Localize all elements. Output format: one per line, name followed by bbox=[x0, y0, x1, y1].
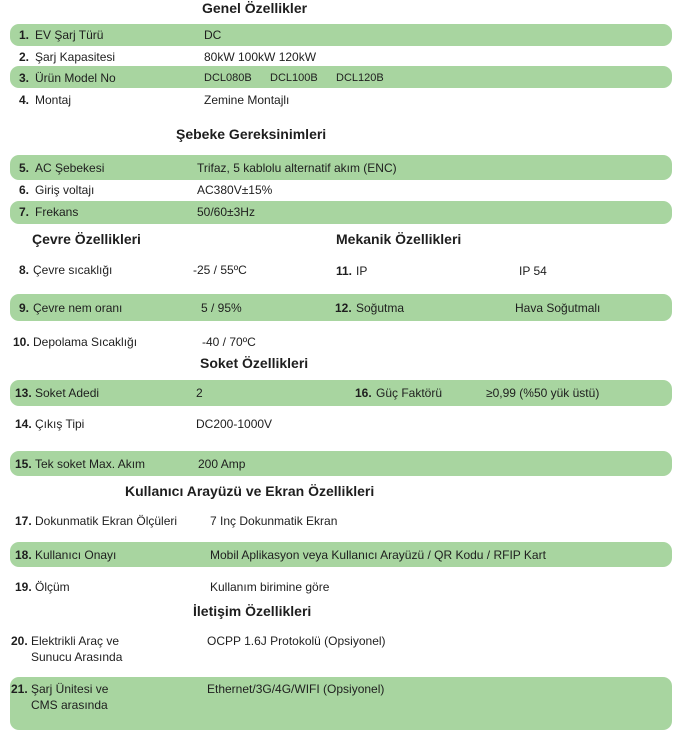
row-13-value: 2 bbox=[196, 386, 203, 400]
row-17-value: 7 Inç Dokunmatik Ekran bbox=[210, 514, 338, 528]
row-17-label: Dokunmatik Ekran Ölçüleri bbox=[35, 514, 178, 528]
row-8-value: -25 / 55ºC bbox=[193, 263, 247, 277]
row-6-value: AC380V±15% bbox=[197, 183, 273, 197]
row-9-label: Çevre nem oranı bbox=[33, 301, 123, 315]
row-6-number: 6. bbox=[19, 183, 30, 197]
row-20-number: 20. bbox=[11, 634, 28, 648]
row-3-number: 3. bbox=[19, 71, 30, 85]
row-14-value: DC200-1000V bbox=[196, 417, 273, 431]
row-13-number: 13. bbox=[15, 386, 32, 400]
row-1-band bbox=[10, 24, 672, 46]
row-18-value: Mobil Aplikasyon veya Kullanıcı Arayüzü / QR Kodu / RFIP Kart bbox=[210, 548, 546, 562]
row-19-value: Kullanım birimine göre bbox=[210, 580, 330, 594]
row-7-label: Frekans bbox=[35, 205, 79, 219]
row-2-label: Şarj Kapasitesi bbox=[35, 50, 116, 64]
row-19-label: Ölçüm bbox=[35, 580, 70, 594]
row-3-label: Ürün Model No bbox=[35, 71, 116, 85]
row-13-label: Soket Adedi bbox=[35, 386, 100, 400]
row-20-label-line-1: Elektrikli Araç ve bbox=[31, 634, 120, 648]
row-21-label-line-2: CMS arasında bbox=[31, 698, 108, 712]
row-21-number: 21. bbox=[11, 682, 28, 696]
row-10-value: -40 / 70ºC bbox=[202, 335, 256, 349]
row-10-label: Depolama Sıcaklığı bbox=[33, 335, 138, 349]
row-9-value: 5 / 95% bbox=[201, 301, 242, 315]
row-19-number: 19. bbox=[15, 580, 32, 594]
row-4-label: Montaj bbox=[35, 93, 72, 107]
row-15-label: Tek soket Max. Akım bbox=[35, 457, 146, 471]
heading-cevre: Çevre Özellikleri bbox=[32, 231, 141, 247]
row-7-value: 50/60±3Hz bbox=[197, 205, 255, 219]
row-17-number: 17. bbox=[15, 514, 32, 528]
row-21-label-line-1: Şarj Ünitesi ve bbox=[31, 682, 109, 696]
row-7-band bbox=[10, 201, 672, 224]
row-16-value: ≥0,99 (%50 yük üstü) bbox=[486, 386, 600, 400]
row-16-number: 16. bbox=[355, 386, 372, 400]
row-5-value: Trifaz, 5 kablolu alternatif akım (ENC) bbox=[197, 161, 397, 175]
heading-sebeke: Şebeke Gereksinimleri bbox=[176, 126, 327, 142]
row-4-value: Zemine Montajlı bbox=[204, 93, 290, 107]
row-9-number: 9. bbox=[19, 301, 30, 315]
row-6-label: Giriş voltajı bbox=[35, 183, 95, 197]
row-11-label: IP bbox=[356, 264, 368, 278]
row-14-label: Çıkış Tipi bbox=[35, 417, 85, 431]
row-20-label-line-2: Sunucu Arasında bbox=[31, 650, 123, 664]
row-18-label: Kullanıcı Onayı bbox=[35, 548, 117, 562]
row-20-value: OCPP 1.6J Protokolü (Opsiyonel) bbox=[207, 634, 386, 648]
row-21-value: Ethernet/3G/4G/WIFI (Opsiyonel) bbox=[207, 682, 385, 696]
row-10-number: 10. bbox=[13, 335, 30, 349]
heading-genel: Genel Özellikler bbox=[202, 0, 308, 16]
heading-arayuz: Kullanıcı Arayüzü ve Ekran Özellikleri bbox=[125, 483, 375, 499]
row-15-number: 15. bbox=[15, 457, 32, 471]
row-4-number: 4. bbox=[19, 93, 30, 107]
row-2-value: 80kW 100kW 120kW bbox=[204, 50, 317, 64]
row-8-number: 8. bbox=[19, 263, 30, 277]
row-14-number: 14. bbox=[15, 417, 32, 431]
row-12-number: 12. bbox=[335, 301, 352, 315]
row-3-model-3: DCL120B bbox=[336, 72, 384, 84]
row-11-value: IP 54 bbox=[519, 264, 547, 278]
row-12-value: Hava Soğutmalı bbox=[515, 301, 601, 315]
row-15-value: 200 Amp bbox=[198, 457, 246, 471]
row-3-model-1: DCL080B bbox=[204, 72, 252, 84]
heading-soket: Soket Özellikleri bbox=[200, 355, 309, 371]
row-3-model-2: DCL100B bbox=[270, 72, 318, 84]
row-2-number: 2. bbox=[19, 50, 30, 64]
row-1-label: EV Şarj Türü bbox=[35, 28, 104, 42]
row-11-number: 11. bbox=[336, 264, 353, 278]
heading-iletisim: İletişim Özellikleri bbox=[193, 603, 312, 619]
row-8-label: Çevre sıcaklığı bbox=[33, 263, 113, 277]
row-5-number: 5. bbox=[19, 161, 30, 175]
row-7-number: 7. bbox=[19, 205, 30, 219]
row-1-value: DC bbox=[204, 28, 222, 42]
row-16-label: Güç Faktörü bbox=[376, 386, 443, 400]
row-18-number: 18. bbox=[15, 548, 32, 562]
row-5-label: AC Şebekesi bbox=[35, 161, 105, 175]
row-12-label: Soğutma bbox=[356, 301, 405, 315]
heading-mekanik: Mekanik Özellikleri bbox=[336, 231, 462, 247]
row-1-number: 1. bbox=[19, 28, 30, 42]
